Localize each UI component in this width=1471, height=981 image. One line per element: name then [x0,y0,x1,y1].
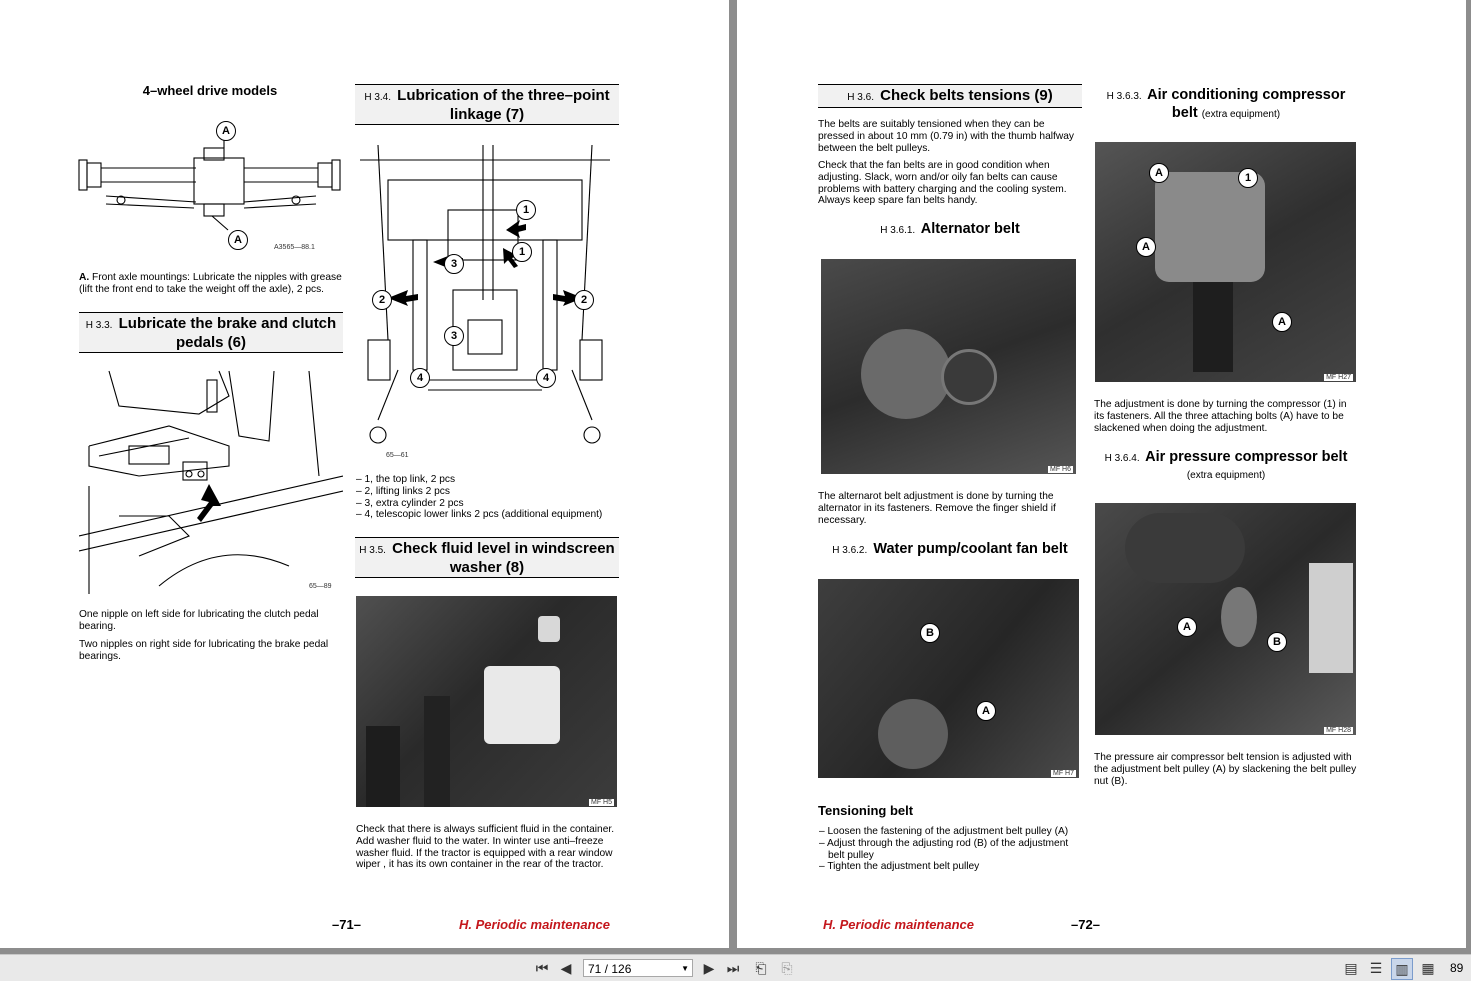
linkage-list-item: – 4, telescopic lower links 2 pcs (additional equipment) [356,509,620,521]
page-number-71: –71– [332,917,361,932]
heading-h364-title: Air pressure compressor belt [1145,449,1348,465]
warning-labels-shape [1309,563,1353,673]
water-pump-photo [818,579,1079,778]
linkage-callout-1-lower: 1 [512,242,532,262]
alternator-paragraph: The alternarot belt adjustment is done by turning the alternator in its fasteners. Remove the finger shield if necessary. [818,491,1056,526]
pedal-diagram [79,366,343,594]
pump-callout-b: B [920,623,940,643]
washer-paragraph: Check that there is always sufficient fluid in the container. Add washer fluid to the water. In winter use anti–freeze washer fluid. If the tractor is equipped with a rear window wiper , it has its own container in the rear of the tractor. [356,824,615,871]
ac-callout-1: 1 [1238,168,1258,188]
washer-figure-code: MF H5 [591,799,612,806]
compressor-shape [1155,172,1265,282]
last-page-icon[interactable]: ⏭ [726,960,740,976]
heading-h364 [1095,449,1357,467]
tensioning-belt-title: Tensioning belt [818,803,914,818]
next-page-icon[interactable]: ▶ [703,960,715,976]
ac-paragraph: The adjustment is done by turning the compressor (1) in its fasteners. All the three attaching bolts (A) have to be slackened when doing the adjustment. [1094,399,1347,434]
prev-page-icon[interactable]: ◀ [560,960,572,976]
first-page-icon[interactable]: ⏮ [535,960,549,976]
ac-callout-a-right: A [1272,312,1292,332]
heading-h34-title: Lubrication of the three–point linkage (7) [397,87,610,123]
axle-caption [79,272,343,296]
pulley-shape [941,349,997,405]
pedal-paragraph-1: One nipple on left side for lubricating the clutch pedal bearing. [79,609,319,632]
heading-h361 [818,221,1082,239]
ac-callout-a-top: A [1149,163,1169,183]
two-page-icon[interactable]: ▥ [1391,958,1413,980]
belts-paragraph-1: The belts are suitably tensioned when they can be pressed in about 10 mm (0.79 in) with the thumb halfway between the belt pulleys. [818,119,1074,154]
heading-h363 [1095,87,1357,123]
air-callout-b: B [1267,632,1287,652]
linkage-callout-2-left: 2 [372,290,392,310]
water-pump-figure-code: MF H7 [1053,770,1074,777]
heading-h36-title: Check belts tensions (9) [880,87,1053,104]
air-callout-a: A [1177,617,1197,637]
linkage-list-item: – 2, lifting links 2 pcs [356,486,620,498]
continuous-icon[interactable]: ☰ [1369,960,1383,976]
alternator-figure-code: MF H6 [1050,466,1071,473]
alternator-photo [821,259,1076,474]
canister-shape [1193,282,1233,372]
go-back-icon[interactable]: ⎗ [755,960,767,976]
ac-figure-code: MF H27 [1326,374,1351,381]
heading-h362-number: H 3.6.2. [832,545,868,556]
filter-shape [366,726,400,807]
awd-title: 4–wheel drive models [142,83,278,98]
axle-caption-key: A. [79,272,90,283]
axle-caption-text: Front axle mountings: Lubricate the nipples with grease (lift the front end to take the weight off the axle), 2 pcs. [79,272,342,295]
heading-h362-title: Water pump/coolant fan belt [873,541,1068,557]
pump-shape [878,699,948,769]
front-axle-drawing [76,118,346,258]
heading-h363-title: Air conditioning compressor belt [1147,87,1346,121]
pedal-drawing [79,366,343,594]
heading-h33 [79,312,343,353]
page-number-input[interactable] [583,959,693,977]
linkage-callout-4-right: 4 [536,368,556,388]
axle-callout-a-bottom: A [228,230,248,250]
heading-h34 [355,84,619,125]
pump-callout-a: A [976,701,996,721]
chevron-down-icon[interactable]: ▼ [681,964,689,973]
three-point-linkage-diagram [358,140,612,462]
section-footer-right: H. Periodic maintenance [823,917,974,932]
washer-container-shape [484,666,560,744]
filter-shape-2 [424,696,450,807]
ac-compressor-photo [1095,142,1356,382]
axle-callout-a-top: A [216,121,236,141]
linkage-callout-1-upper: 1 [516,200,536,220]
heading-h35 [355,537,619,578]
pdf-page-72 [737,0,1466,948]
linkage-list-item: – 1, the top link, 2 pcs [356,474,620,486]
pdf-page-71 [0,0,729,948]
single-page-icon[interactable]: ▤ [1344,960,1358,976]
alternator-shape [861,329,951,419]
belts-paragraph-2: Check that the fan belts are in good condition when adjusting. Slack, worn and/or oily fan belts can cause problems with battery charging and the cooling system. Always keep spare fan belts handy. [818,160,1067,207]
tensioning-list-item: – Adjust through the adjusting rod (B) of the adjustment belt pulley [819,838,1083,862]
linkage-callout-2-right: 2 [574,290,594,310]
heading-h36 [818,84,1082,108]
linkage-callout-3-upper: 3 [444,254,464,274]
heading-h361-number: H 3.6.1. [880,225,916,236]
heading-h362 [818,541,1082,559]
heading-h33-number: H 3.3. [85,320,113,331]
page-number-value: 71 / 126 [588,962,632,976]
linkage-callout-4-left: 4 [410,368,430,388]
air-pulley-shape [1221,587,1257,647]
linkage-list [356,474,620,521]
tensioning-list-item: – Tighten the adjustment belt pulley [819,861,1083,873]
heading-h34-number: H 3.4. [364,92,391,103]
heading-h35-number: H 3.5. [359,545,386,556]
heading-h364-note: (extra equipment) [1186,470,1266,481]
turbo-shape [1125,513,1245,583]
heading-h364-number: H 3.6.4. [1104,453,1140,464]
linkage-list-item: – 3, extra cylinder 2 pcs [356,498,620,510]
heading-h35-title: Check fluid level in windscreen washer (8) [392,540,615,576]
ac-callout-a-left: A [1136,237,1156,257]
washer-cap-shape [538,616,560,642]
heading-h33-title: Lubricate the brake and clutch pedals (6) [118,315,337,351]
zoom-level[interactable]: 89 [1450,961,1464,975]
pedal-paragraph-2: Two nipples on right side for lubricating the brake pedal bearings. [79,639,329,662]
viewer-toolbar [0,954,1471,981]
front-axle-diagram [76,118,346,258]
air-compressor-photo [1095,503,1356,735]
section-footer-left: H. Periodic maintenance [459,917,610,932]
air-compressor-figure-code: MF H28 [1326,727,1351,734]
heading-h363-number: H 3.6.3. [1106,91,1142,102]
go-forward-icon[interactable]: ⎘ [781,960,793,976]
page-number-72: –72– [1071,917,1100,932]
washer-photo [356,596,617,807]
two-page-continuous-icon[interactable]: ▦ [1421,960,1435,976]
axle-figure-code: A3565—88.1 [274,244,315,251]
heading-h36-number: H 3.6. [847,92,874,103]
linkage-callout-3-lower: 3 [444,326,464,346]
pedal-figure-code: 65—89 [309,583,332,590]
linkage-figure-code: 65—61 [386,452,409,459]
air-compressor-paragraph: The pressure air compressor belt tension is adjusted with the adjustment belt pulley (A) by slackening the belt pulley nut (B). [1094,752,1357,787]
tensioning-list-item: – Loosen the fastening of the adjustment belt pulley (A) [819,826,1083,838]
tensioning-list [819,826,1083,873]
heading-h363-note: (extra equipment) [1201,109,1281,120]
heading-h361-title: Alternator belt [920,221,1020,237]
